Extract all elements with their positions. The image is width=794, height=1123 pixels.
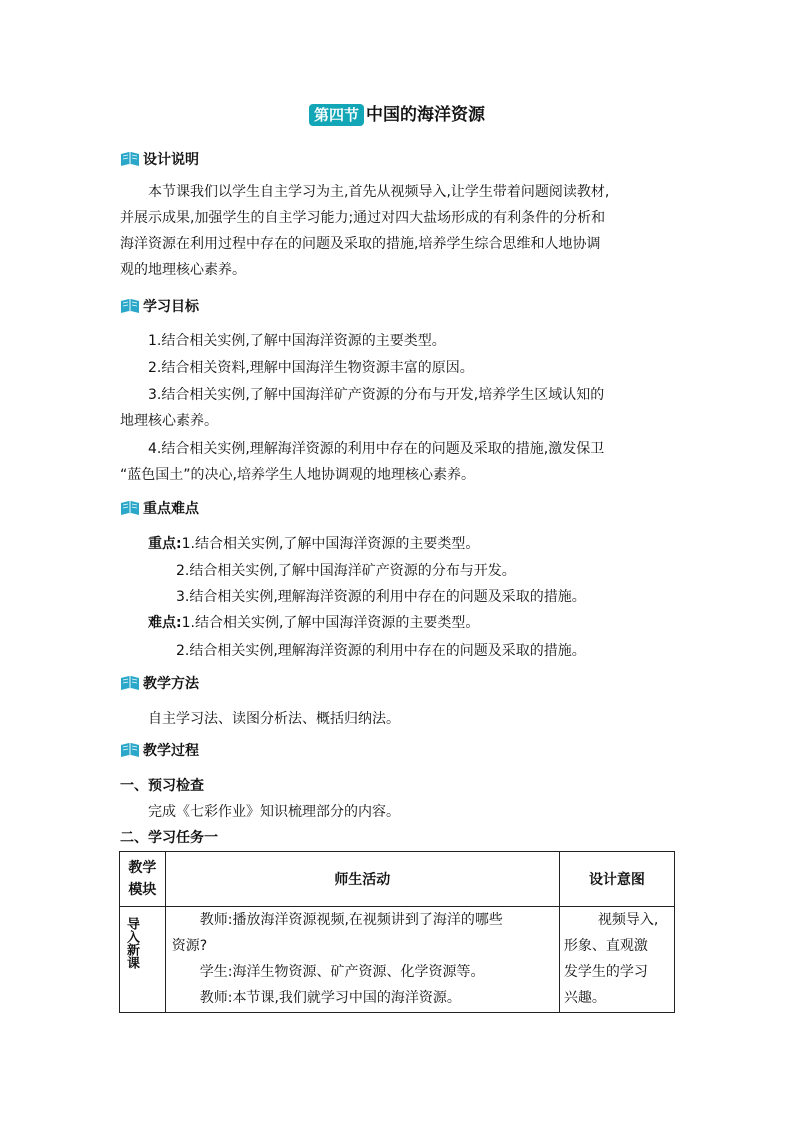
paragraph-line: 并展示成果,加强学生的自主学习能力;通过对四大盐场形成的有利条件的分析和 — [120, 210, 606, 226]
goal-item: 1.结合相关实例,了解中国海洋资源的主要类型。 — [148, 333, 446, 349]
table-header-row — [120, 852, 675, 907]
goal-item: “蓝色国土”的决心,培养学生人地协调观的地理核心素养。 — [120, 467, 475, 483]
module-cell — [120, 907, 166, 1013]
activity-line: 资源? — [171, 938, 208, 954]
book-icon — [120, 741, 140, 759]
section-badge: 第四节 — [309, 104, 364, 126]
paragraph-line: 观的地理核心素养。 — [120, 262, 246, 278]
methods-text: 自主学习法、读图分析法、概括归纳法。 — [148, 711, 400, 727]
heading-keypoints — [120, 498, 199, 518]
paragraph-line: 海洋资源在利用过程中存在的问题及采取的措施,培养学生综合思维和人地协调 — [120, 236, 601, 252]
activity-line: 教师:播放海洋资源视频,在视频讲到了海洋的哪些 — [199, 912, 503, 928]
heading-design — [120, 149, 199, 169]
key-item: 1.结合相关实例,了解中国海洋资源的主要类型。 — [181, 536, 480, 552]
step-text: 完成《七彩作业》知识梳理部分的内容。 — [148, 804, 400, 820]
book-icon — [120, 499, 140, 517]
key-item: 3.结合相关实例,理解海洋资源的利用中存在的问题及采取的措施。 — [176, 589, 586, 605]
step-title: 一、预习检查 — [120, 778, 204, 794]
activity-line: 学生:海洋生物资源、矿产资源、化学资源等。 — [199, 964, 485, 980]
page-title: 中国的海洋资源 — [366, 105, 485, 125]
book-icon — [120, 150, 140, 168]
key-point-row — [148, 531, 708, 557]
header-activity: 师生活动 — [165, 852, 559, 907]
intent-line: 形象、直观激 — [563, 938, 648, 954]
heading-process — [120, 740, 199, 760]
module-label: 导入新课 — [124, 917, 139, 969]
table-row — [120, 907, 675, 1013]
heading-goals — [120, 296, 199, 316]
goal-item: 3.结合相关实例,了解中国海洋矿产资源的分布与开发,培养学生区域认知的 — [148, 387, 605, 403]
hard-item: 2.结合相关实例,理解海洋资源的利用中存在的问题及采取的措施。 — [176, 643, 586, 659]
goal-item: 4.结合相关实例,理解海洋资源的利用中存在的问题及采取的措施,激发保卫 — [148, 441, 605, 457]
key-item: 2.结合相关实例,了解中国海洋矿产资源的分布与开发。 — [176, 563, 516, 579]
activity-cell — [165, 907, 559, 1013]
hard-label: 难点: — [148, 615, 182, 631]
book-icon — [120, 674, 140, 692]
lesson-plan-table — [119, 851, 675, 1013]
goal-item: 地理核心素养。 — [120, 413, 218, 429]
section-title — [0, 104, 794, 126]
heading-label: 教学过程 — [143, 743, 199, 759]
hard-point-row — [148, 610, 708, 636]
header-module: 教学 模块 — [120, 852, 166, 907]
paragraph-line: 本节课我们以学生自主学习为主,首先从视频导入,让学生带着问题阅读教材, — [148, 184, 610, 200]
goal-item: 2.结合相关资料,理解中国海洋生物资源丰富的原因。 — [148, 360, 474, 376]
book-icon — [120, 297, 140, 315]
intent-line: 兴趣。 — [563, 990, 606, 1006]
hard-item: 1.结合相关实例,了解中国海洋资源的主要类型。 — [181, 615, 480, 631]
heading-label: 设计说明 — [143, 152, 199, 168]
heading-methods — [120, 673, 199, 693]
step-title: 二、学习任务一 — [120, 830, 218, 846]
intent-cell — [559, 907, 674, 1013]
heading-label: 学习目标 — [143, 299, 199, 315]
heading-label: 教学方法 — [143, 676, 199, 692]
intent-line: 视频导入, — [597, 912, 659, 928]
header-intent: 设计意图 — [559, 852, 674, 907]
intent-line: 发学生的学习 — [563, 964, 648, 980]
key-label: 重点: — [148, 536, 182, 552]
heading-label: 重点难点 — [143, 501, 199, 517]
activity-line: 教师:本节课,我们就学习中国的海洋资源。 — [199, 990, 461, 1006]
